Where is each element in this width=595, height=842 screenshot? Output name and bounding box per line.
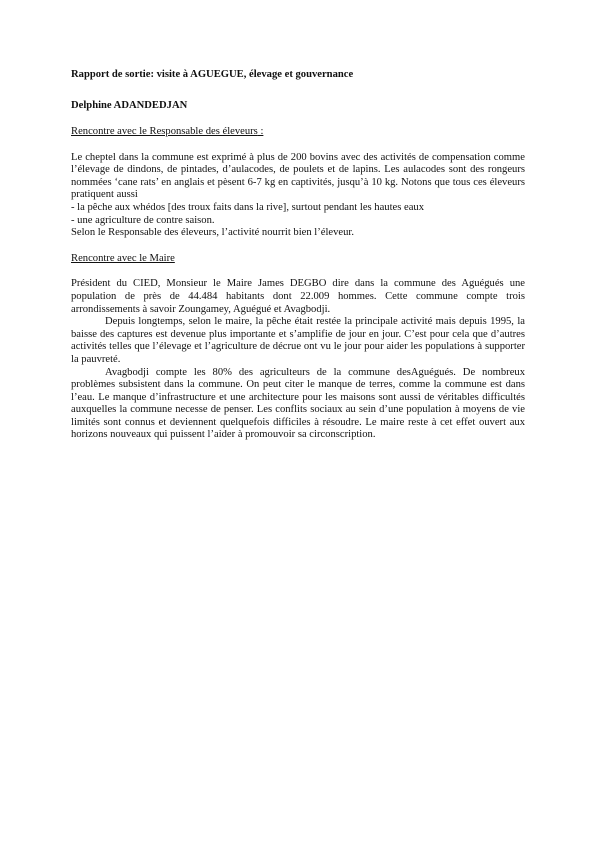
list-line-peche: - la pêche aux whédos [des troux faits dans la rive], surtout pendant les hautes eaux bbox=[71, 201, 425, 213]
section-heading-eleveurs-text: Rencontre avec le Responsable des éleveurs bbox=[71, 126, 258, 137]
paragraph-peche: Depuis longtemps, selon le maire, la pêche était restée la principale activité mais depuis 1995, la baisse des captures est devenue plus importante et s’amplifie de jour en jour. C’est pour cela que d’autres activités telles que l’élevage et l’agriculture de décrue ont vu le jour pour aider les populations à supporter la pauvreté. bbox=[71, 316, 525, 365]
section-heading-eleveurs bbox=[71, 126, 525, 139]
document-body bbox=[71, 69, 525, 442]
author-name: Delphine ADANDEDJAN bbox=[71, 100, 188, 111]
report-title: Rapport de sortie: visite à AGUEGUE, élevage et gouvernance bbox=[71, 69, 354, 80]
paragraph-cheptel: Le cheptel dans la commune est exprimé à plus de 200 bovins avec des activités de compensation comme l’élevage de dindons, de pintades, d’aulacodes, de poulets et de lapins. Les aulacodes sont des rongeurs nommées ‘cane rats’ en anglais et pèsent 6-7 kg en captivités, jusqu’à 10 kg. Notons que tous ces éleveurs pratiquent aussi bbox=[71, 151, 525, 201]
list-line-agriculture: - une agriculture de contre saison. bbox=[71, 214, 215, 226]
closing-line-eleveurs: Selon le Responsable des éleveurs, l’activité nourrit bien l’éleveur. bbox=[71, 227, 354, 239]
paragraph-president: Président du CIED, Monsieur le Maire James DEGBO dire dans la commune des Aguégués une population de près de 44.484 habitants dont 22.009 hommes. Cette commune compte trois arrondissements à savoir Zoungamey, Aguégué et Avagbodji. bbox=[71, 278, 525, 315]
section-heading-eleveurs-suffix: : bbox=[257, 126, 264, 137]
section-eleveurs-body bbox=[71, 152, 525, 240]
section-heading-maire: Rencontre avec le Maire bbox=[71, 252, 175, 264]
section-maire-body bbox=[71, 278, 525, 442]
paragraph-avagbodji: Avagbodji compte les 80% des agriculteurs de la commune desAguégués. De nombreux problèmes subsistent dans la commune. On peut citer le manque de terres, comme la commune est dans l’eau. Le manque d’infrastructure et une architecture pour les maisons sont aussi de véritables difficultés auxquelles la commune necesse de penser. Les conflits sociaux au sein d’une population à moyens de vie limités sont connus et deviennent quelquefois difficiles à résoudre. Le maire reste à cet effet ouvert aux horizons nouveaux qui puissent l’aider à promouvoir sa circonscription. bbox=[71, 366, 525, 441]
